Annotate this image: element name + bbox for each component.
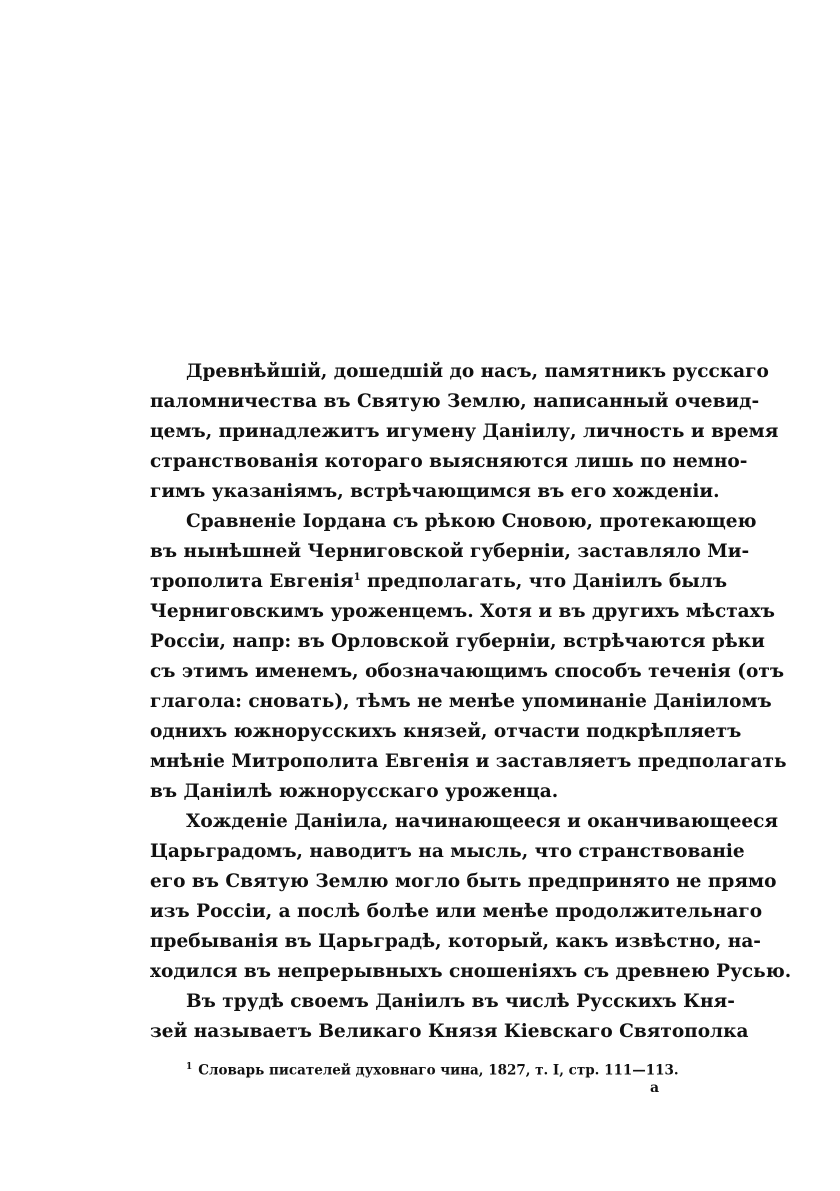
paragraph-3 [150,807,792,987]
text-line: паломничества въ Святую Землю, написанный очевид- [150,391,760,412]
text-line: въ нынѣшней Черниговской губерніи, заставляло Ми- [150,541,750,562]
text-line: гимъ указаніямъ, встрѣчающимся въ его хожденіи. [150,481,720,502]
text-line: Древнѣйшій, дошедшій до насъ, памятникъ русскаго [186,361,769,382]
paragraph-1 [150,357,779,507]
footnote-reference: 1 [353,571,361,583]
text-line: Хожденіе Даніила, начинающееся и оканчивающееся [186,811,779,832]
text-segment: трополита Евгенія [150,571,354,592]
text-line: глагола: сновать), тѣмъ не менѣе упоминаніе Даніиломъ [150,691,772,712]
text-line: ходился въ непрерывныхъ сношеніяхъ съ древнею Русью. [150,961,792,982]
text-line: Россіи, напр: въ Орловской губерніи, встрѣчаются рѣки [150,631,765,652]
text-line: Въ трудѣ своемъ Даніилъ въ числѣ Русскихъ Кня- [186,991,735,1012]
text-line: цемъ, принадлежитъ игумену Даніилу, личность и время [150,421,779,442]
text-line: Царьградомъ, наводитъ на мысль, что странствованіе [150,841,745,862]
text-line: пребыванія въ Царьградѣ, который, какъ извѣстно, на- [150,931,761,952]
text-line: въ Даніилѣ южнорусскаго уроженца. [150,781,559,802]
paragraph-4 [150,987,749,1047]
text-line: его въ Святую Землю могло быть предпринято не прямо [150,871,777,892]
text-line-with-footnote [150,567,728,597]
text-segment: предполагать, что Даніилъ былъ [367,571,728,592]
footnote-text: Словарь писателей духовнаго чина, 1827, т. I, стр. 111—113. [198,1062,679,1079]
text-line: изъ Россіи, а послѣ болѣе или менѣе продолжительнаго [150,901,763,922]
text-line: съ этимъ именемъ, обозначающимъ способъ теченія (отъ [150,661,785,682]
text-line: зей называетъ Великаго Князя Кіевскаго Святополка [150,1021,749,1042]
text-line: однихъ южнорусскихъ князей, отчасти подкрѣпляетъ [150,721,742,742]
footnote-mark: 1 [186,1062,193,1072]
paragraph-2 [150,507,787,807]
text-line: Сравненіе Іордана съ рѣкою Сновою, протекающею [186,511,757,532]
text-line: мнѣніе Митрополита Евгенія и заставляетъ предполагать [150,751,787,772]
text-line: странствованія котораго выясняются лишь по немно- [150,451,748,472]
text-line: Черниговскимъ уроженцемъ. Хотя и въ другихъ мѣстахъ [150,601,775,622]
footnote [186,1057,706,1081]
body-text [150,357,792,1047]
signature-mark: a [650,1080,660,1096]
